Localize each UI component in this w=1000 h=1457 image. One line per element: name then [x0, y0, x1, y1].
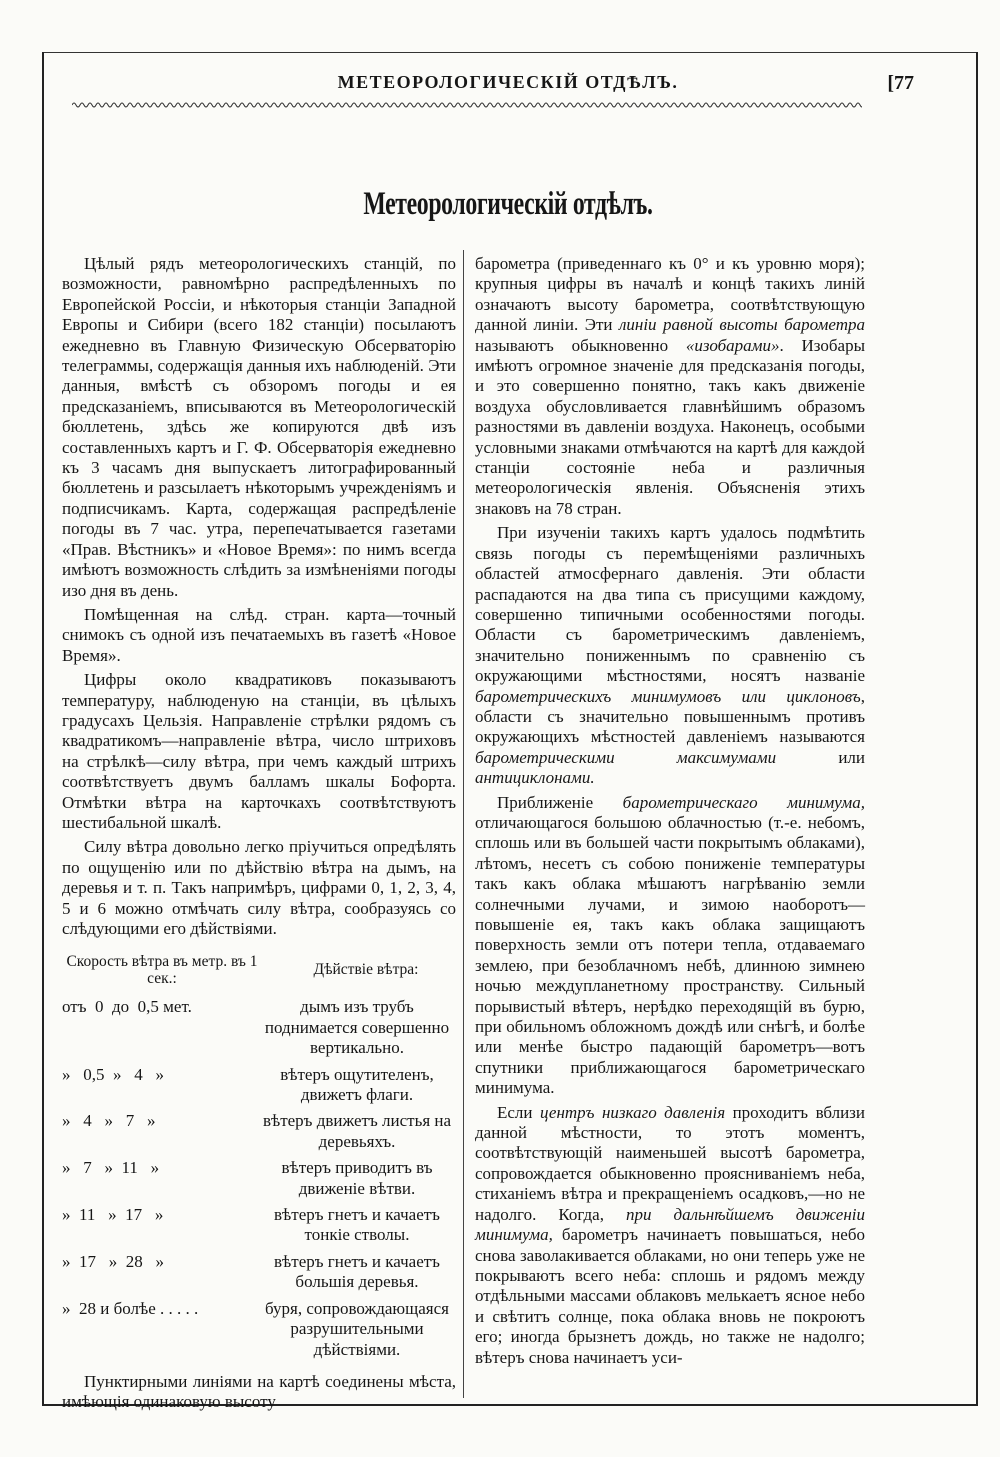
wind-effect-cell: вѣтеръ ощутителенъ, движетъ флаги. — [280, 1064, 434, 1105]
right-paragraph-3: Приближеніе барометрическаго минимума, отличающагося большою облачностью (т.-е. небомъ, сплошь или въ большей части покрытымъ облаками), лѣтомъ, несетъ съ собою пониженіе температуры такъ какъ облака мѣшаютъ нагрѣванію земли солнечными лучами, и зимою наоборотъ—повышеніе ея, такъ какъ облака защищаютъ поверхность земли отъ потери тепла, отдаваемаго землею, при безоблачномъ небѣ, длинною зимнею ночью междупланетному пространству. Сильный порывистый вѣтеръ, нерѣдко переходящій въ бурю, при обильномъ обложномъ дождѣ или снѣгѣ, и болѣе или менѣе быстро падающій барометръ—вотъ спутники приближающагося барометрическаго минимума. — [475, 792, 865, 1098]
page-number: [77 — [887, 72, 914, 94]
running-head — [42, 72, 974, 100]
wind-table-row — [62, 1205, 456, 1246]
left-paragraph-2: Помѣщенная на слѣд. стран. карта—точный снимокъ съ одной изъ печатаемыхъ въ газетѣ «Новое Время». — [62, 604, 456, 665]
wind-table-row — [62, 1158, 456, 1199]
left-column — [62, 254, 456, 1413]
wind-speed-cell: » 28 и болѣе . . . . . — [62, 1298, 199, 1318]
right-column — [475, 254, 865, 1368]
wind-speed-cell: » 11 » 17 » — [62, 1205, 164, 1225]
right-paragraph-2: При изученіи такихъ картъ удалось подмѣтить связь погоды съ перемѣщеніями различныхъ областей атмосфернаго давленія. Эти области распадаются на два типа съ присущими каждому, совершенно типичными особенностями погоды. Области съ барометрическимъ давленіемъ, значительно пониженнымъ по сравненію съ окружающими мѣстностями, носятъ названіе барометрическихъ минимумовъ или циклоновъ, области съ значительно повышеннымъ противъ окружающихъ мѣстностей давленіемъ называются барометрическими максимумами или антициклонами. — [475, 523, 865, 788]
wind-effect-cell: буря, сопровождающаяся разрушительными дѣйствіями. — [265, 1298, 449, 1359]
wind-scale-table — [62, 953, 456, 1360]
wind-effect-cell: вѣтеръ приводитъ въ движеніе вѣтви. — [281, 1158, 433, 1198]
wind-speed-cell: » 4 » 7 » — [62, 1111, 156, 1131]
wind-effect-cell: вѣтеръ движетъ листья на деревьяхъ. — [262, 1111, 452, 1151]
wind-table-rows — [62, 997, 456, 1360]
right-paragraph-4: Если центръ низкаго давленія проходитъ вблизи данной мѣстности, то этотъ моментъ, соотвѣтствующій наименьшей высотѣ барометра, сопровождается обыкновенно проясниваніемъ неба, стиханіемъ вѣтра и прекращеніемъ осадковъ,—но не надолго. Когда, при дальнѣйшемъ движеніи минимума, барометръ начинаетъ повышаться, небо снова заволакивается облаками, но они теперь уже не покрываютъ всего неба: сплошь и рядомъ между отдѣльными массами облаковъ мелькаетъ ясное небо и свѣтитъ солнце, пока облака вновь не покроютъ его; иногда брызнетъ дождь, но также не надолго; вѣтеръ снова начинаетъ уси- — [475, 1102, 865, 1367]
article-title: Метеорологическій отдѣлъ. — [363, 186, 653, 222]
wind-effect-cell: вѣтеръ гнетъ и качаетъ большія деревья. — [274, 1251, 440, 1292]
wind-table-row — [62, 1299, 456, 1360]
wind-speed-cell: » 0,5 » 4 » — [62, 1064, 164, 1084]
right-paragraph-1: барометра (приведеннаго къ 0° и къ уровню моря); крупныя цифры въ началѣ и концѣ такихъ линій означаютъ высоту барометра, соотвѣтствующую данной линіи. Эти линіи равной высоты барометра называютъ обыкновенно «изобарами». Изобары имѣютъ огромное значеніе для предсказанія погоды, и это совершенно понятно, такъ какъ движеніе воздуха обусловливается главнѣйшимъ образомъ разностями въ давленіи воздуха. Наконецъ, особыми условными знаками отмѣчаются на картѣ для каждой станціи состояніе неба и различныя метеорологическія явленія. Объясненія этихъ знаковъ на 78 стран. — [475, 254, 865, 518]
effect-column-header: Дѣйствіе вѣтра: — [313, 961, 419, 979]
wind-table-header — [62, 953, 456, 987]
left-paragraph-4: Силу вѣтра довольно легко пріучиться опредѣлять по ощущенію или по дѣйствію вѣтра на дымъ, на деревья и т. п. Такъ напримѣръ, цифрами 0, 1, 2, 3, 4, 5 и 6 можно отмѣчать силу вѣтра, сообразуясь со слѣдующими его дѣйствіями. — [62, 837, 456, 938]
wind-table-row — [62, 1111, 456, 1152]
wind-table-row — [62, 1065, 456, 1106]
wind-speed-cell: отъ 0 до 0,5 мет. — [62, 997, 192, 1017]
wind-table-row — [62, 1252, 456, 1293]
speed-column-header: Скорость вѣтра въ метр. въ 1 сек.: — [66, 953, 258, 988]
wind-table-row — [62, 997, 456, 1058]
wind-speed-cell: » 7 » 11 » — [62, 1158, 160, 1178]
wind-effect-cell: вѣтеръ гнетъ и качаетъ тонкіе стволы. — [274, 1205, 440, 1245]
left-paragraph-1: Цѣлый рядъ метеорологическихъ станцій, по возможности, равномѣрно распредѣленныхъ по Европейской Россіи, и нѣкоторыя станціи Западной Европы и Сибири (всего 182 станціи) посылаютъ ежедневно въ Главную Физическую Обсерваторію телеграммы, содержащія данныя ихъ наблюденій. Эти данныя, вмѣстѣ съ обзоромъ погоды и ея предсказаніемъ, вписываются въ Метеорологическій бюллетень, здѣсь же копируются двѣ изъ составленныхъ картъ и Г. Ф. Обсерваторія ежедневно къ 3 часамъ дня выпускаетъ литографированный бюллетень и разсылаетъ нѣкоторымъ учрежденіямъ и подписчикамъ. Карта, содержащая распредѣленіе погоды въ 7 час. утра, перепечатывается газетами «Прав. Вѣстникъ» и «Новое Время»: по нимъ всегда имѣютъ возможность слѣдить за измѣненіями погоды изо дня въ день. — [62, 254, 456, 600]
wind-speed-cell: » 17 » 28 » — [62, 1251, 164, 1271]
left-paragraph-5: Пунктирными линіями на картѣ соединены мѣста, имѣющія одинаковую высоту — [62, 1371, 456, 1412]
wind-effect-cell: дымъ изъ трубъ поднимается совершенно вертикально. — [264, 997, 450, 1058]
left-paragraph-3: Цифры около квадратиковъ показываютъ температуру, наблюденую на станціи, въ цѣлыхъ градусахъ Цельзія. Направленіе стрѣлки рядомъ съ квадратикомъ—направленіе вѣтра, число штриховъ на стрѣлкѣ—силу вѣтра, при чемъ каждый штрихъ соотвѣтствуетъ двумъ балламъ шкалы Бофорта. Отмѣтки вѣтра на карточкахъ соотвѣтствуютъ шестибальной шкалѣ. — [62, 670, 456, 832]
running-title: МЕТЕОРОЛОГИЧЕСКІЙ ОТДѢЛЪ. — [337, 72, 679, 92]
column-divider — [463, 250, 464, 1398]
wavy-rule — [72, 100, 862, 110]
